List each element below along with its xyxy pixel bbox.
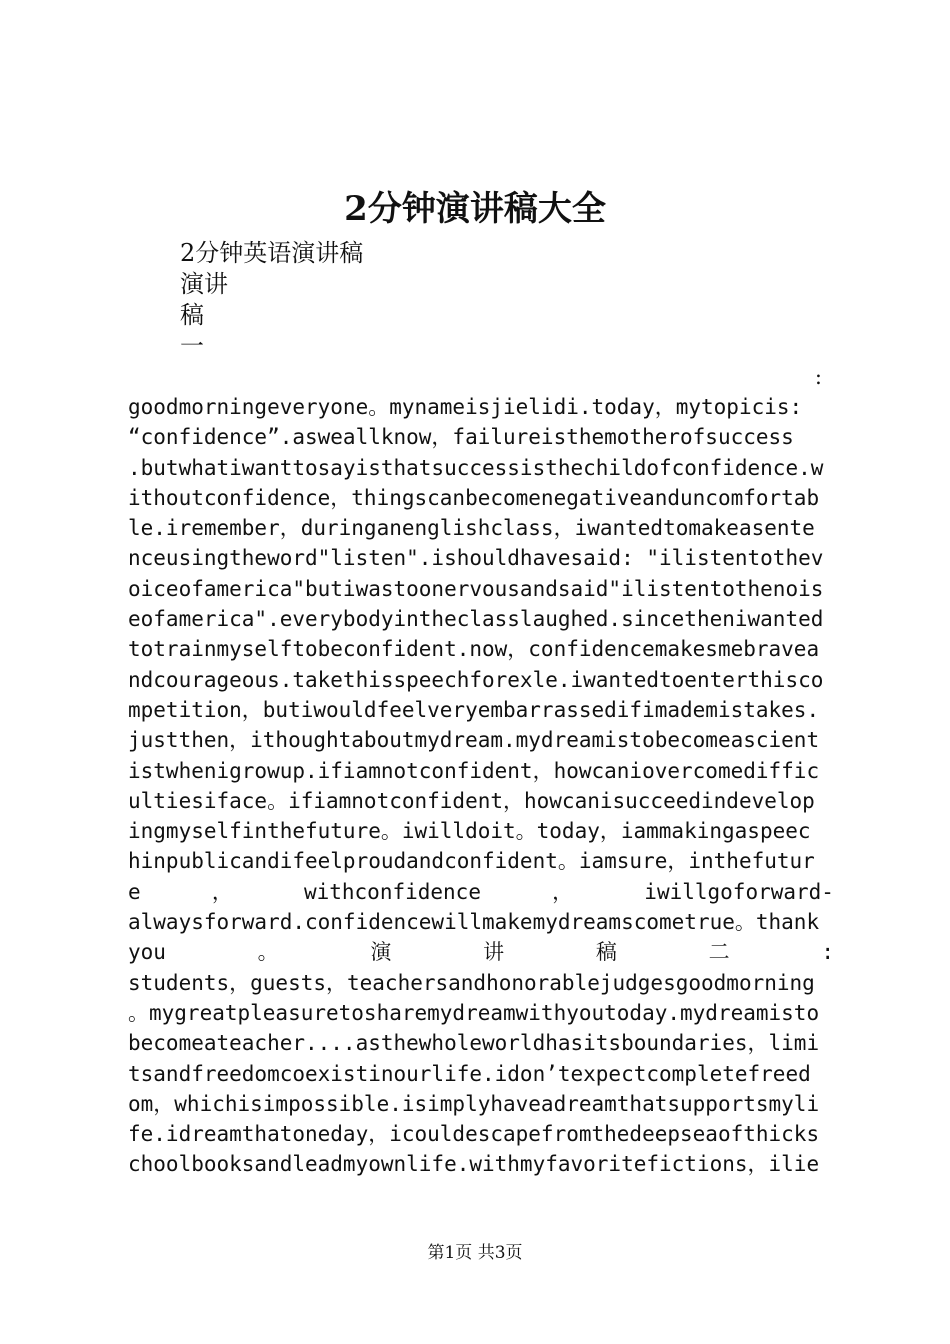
body-line: ultiesiface。ifiamnotconfident，howcanisucceedindevelop xyxy=(128,788,815,813)
intro-lines xyxy=(180,238,363,362)
body-line: eofamerica".everybodyintheclasslaughed.sincetheniwanted xyxy=(128,607,824,632)
intro-line: 稿 xyxy=(180,301,204,329)
body-line: ithoutconfidence，thingscanbecomenegativeanduncomfortab xyxy=(128,485,820,510)
body-line-segment: 二 xyxy=(708,940,730,965)
body-line-segment: : xyxy=(821,940,834,965)
body-line: mpetition，butiwouldfeelveryembarrassedifimademistakes. xyxy=(128,697,820,722)
body-line xyxy=(128,937,834,967)
colon-mark: : xyxy=(814,365,822,389)
body-line: choolbooksandleadmyownlife.withmyfavoritefictions，ilie xyxy=(128,1152,820,1177)
body-line: justthen，ithoughtaboutmydream.mydreamistobecomeascient xyxy=(128,728,820,753)
body-line: “confidence”.asweallknow，failureisthemotherofsuccess xyxy=(128,425,794,450)
body-line-segment: e xyxy=(128,879,141,904)
page-footer: 第1页 共3页 xyxy=(427,1243,523,1263)
body-line: becomeateacher....asthewholeworldhasitsboundaries，limi xyxy=(128,1031,820,1056)
body-line-segment: 演 xyxy=(370,940,392,965)
body-line: ndcourageous.takethisspeechforexle.iwantedtoenterthisco xyxy=(128,667,824,692)
intro-line: 2分钟英语演讲稿 xyxy=(180,239,364,267)
body-line-segment: ， xyxy=(211,879,233,904)
intro-line: 一 xyxy=(180,332,204,360)
body-line: oiceofamerica"butiwastoonervousandsaid"ilistentothenois xyxy=(128,576,824,601)
body-line-segment: you xyxy=(128,940,166,965)
body-line-segment: 讲 xyxy=(483,940,505,965)
body-line: totrainmyselftobeconfident.now，confidencemakesmebravea xyxy=(128,637,820,662)
body-line: hinpublicandifeelproudandconfident。iamsure，inthefutur xyxy=(128,849,815,874)
body-line-segment: iwillgoforward- xyxy=(644,879,834,904)
body-line: ingmyselfinthefuture。iwilldoit。today，iammakingaspeec xyxy=(128,819,811,844)
body-line xyxy=(128,877,834,907)
body-line: students，guests，teachersandhonorablejudgesgoodmorning xyxy=(128,970,815,995)
page-title: 2分钟演讲稿大全 xyxy=(344,189,606,229)
body-line: istwhenigrowup.ifiamnotconfident，howcaniovercomediffic xyxy=(128,758,820,783)
speech-body-text xyxy=(128,392,834,1180)
body-line: nceusingtheword"listen".ishouldhavesaid: "ilistentothev xyxy=(128,546,824,571)
body-line: goodmorningeveryone。mynameisjielidi.today，mytopicis: xyxy=(128,395,803,419)
body-line-segment: 稿 xyxy=(595,940,617,965)
body-line-segment: ， xyxy=(552,879,574,904)
body-line: alwaysforward.confidencewillmakemydreamscometrue。thank xyxy=(128,910,820,935)
body-line: .butwhatiwanttosayisthatsuccessisthechildofconfidence.w xyxy=(128,455,824,480)
body-line: om，whichisimpossible.isimplyhaveadreamthatsupportsmyli xyxy=(128,1091,820,1116)
body-line-segment: withconfidence xyxy=(303,879,481,904)
body-line: fe.idreamthatoneday，icouldescapefromthedeepseaofthicks xyxy=(128,1122,820,1147)
body-line-segment: 。 xyxy=(257,940,279,965)
body-line: le.iremember，duringanenglishclass，iwantedtomakeasente xyxy=(128,516,815,541)
body-line: 。mygreatpleasuretosharemydreamwithyoutoday.mydreamisto xyxy=(128,1000,820,1025)
intro-line: 演讲 xyxy=(180,270,228,298)
body-line: tsandfreedomcoexistinourlife.idon’texpectcompletefreed xyxy=(128,1061,811,1086)
